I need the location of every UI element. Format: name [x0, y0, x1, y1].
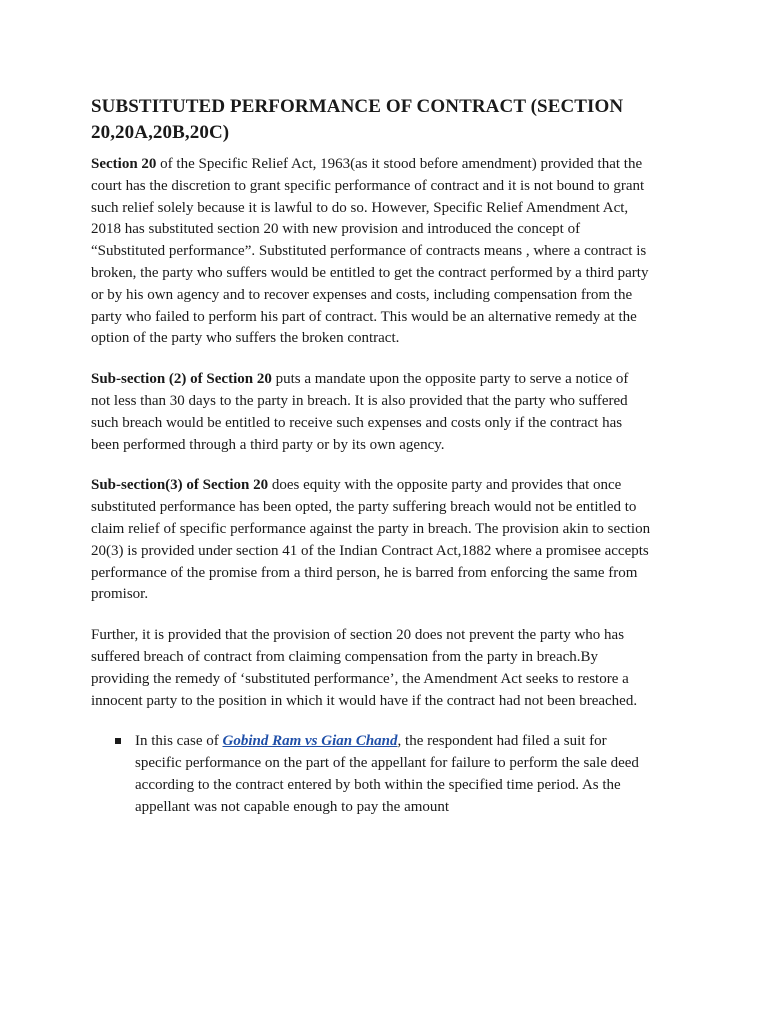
list-item-prefix: In this case of	[135, 733, 223, 750]
paragraph-body: Further, it is provided that the provision of section 20 does not prevent the party who has suffered breach of contract from claiming compensation from the party in breach.By providing the remedy of ‘substituted performance’, the Amendment Act seeks to restore a innocent party to the position in which it would have if the contract had not been breached.	[91, 627, 638, 709]
paragraph-further	[91, 625, 651, 712]
paragraph-subsection-2	[91, 369, 651, 456]
paragraph-body: does equity with the opposite party and provides that once substituted performance has been opted, the party suffering breach would not be entitled to claim relief of specific performance against the party in breach. The provision akin to section 20(3) is provided under section 41 of the Indian Contract Act,1882 where a promisee accepts performance of the promise from a third person, he is barred from enforcing the same from promisor.	[91, 477, 651, 603]
list-item-body: , the respondent had filed a suit for specific performance on the part of the appellant for failure to perform the sale deed according to the contract entered by both within the specified time period. As the appellant was not capable enough to pay the amount	[135, 733, 639, 815]
square-bullet-icon	[115, 738, 121, 744]
case-link-gobind-ram[interactable]: Gobind Ram vs Gian Chand	[222, 733, 398, 750]
page-title: SUBSTITUTED PERFORMANCE OF CONTRACT (SECTION 20,20A,20B,20C)	[91, 96, 624, 143]
paragraph-subsection-3	[91, 475, 651, 606]
paragraph-section-20	[91, 154, 651, 350]
list-item	[91, 731, 651, 818]
case-list	[91, 731, 651, 818]
paragraph-lead-bold: Sub-section (2) of Section 20	[91, 371, 272, 388]
paragraph-body: puts a mandate upon the opposite party to serve a notice of not less than 30 days to the party in breach. It is also provided that the party who suffered such breach would be entitled to receive such expenses and costs only if the contract has been performed through a third party or by its own agency.	[91, 371, 629, 453]
document-page	[91, 94, 651, 819]
paragraph-body: of the Specific Relief Act, 1963(as it stood before amendment) provided that the court has the discretion to grant specific performance of contract and it is not bound to grant such relief solely because it is lawful to do so. However, Specific Relief Amendment Act, 2018 has substituted section 20 with new provision and introduced the concept of “Substituted performance”. Substituted performance of contracts means , where a contract is broken, the party who suffers would be entitled to get the contract performed by a third party or by his own agency and to recover expenses and costs, including compensation from the party who failed to perform his part of contract. This would be an alternative remedy at the option of the party who suffers the broken contract.	[91, 156, 649, 347]
paragraph-lead-bold: Sub-section(3) of Section 20	[91, 477, 269, 494]
paragraph-lead-bold: Section 20	[91, 156, 157, 172]
